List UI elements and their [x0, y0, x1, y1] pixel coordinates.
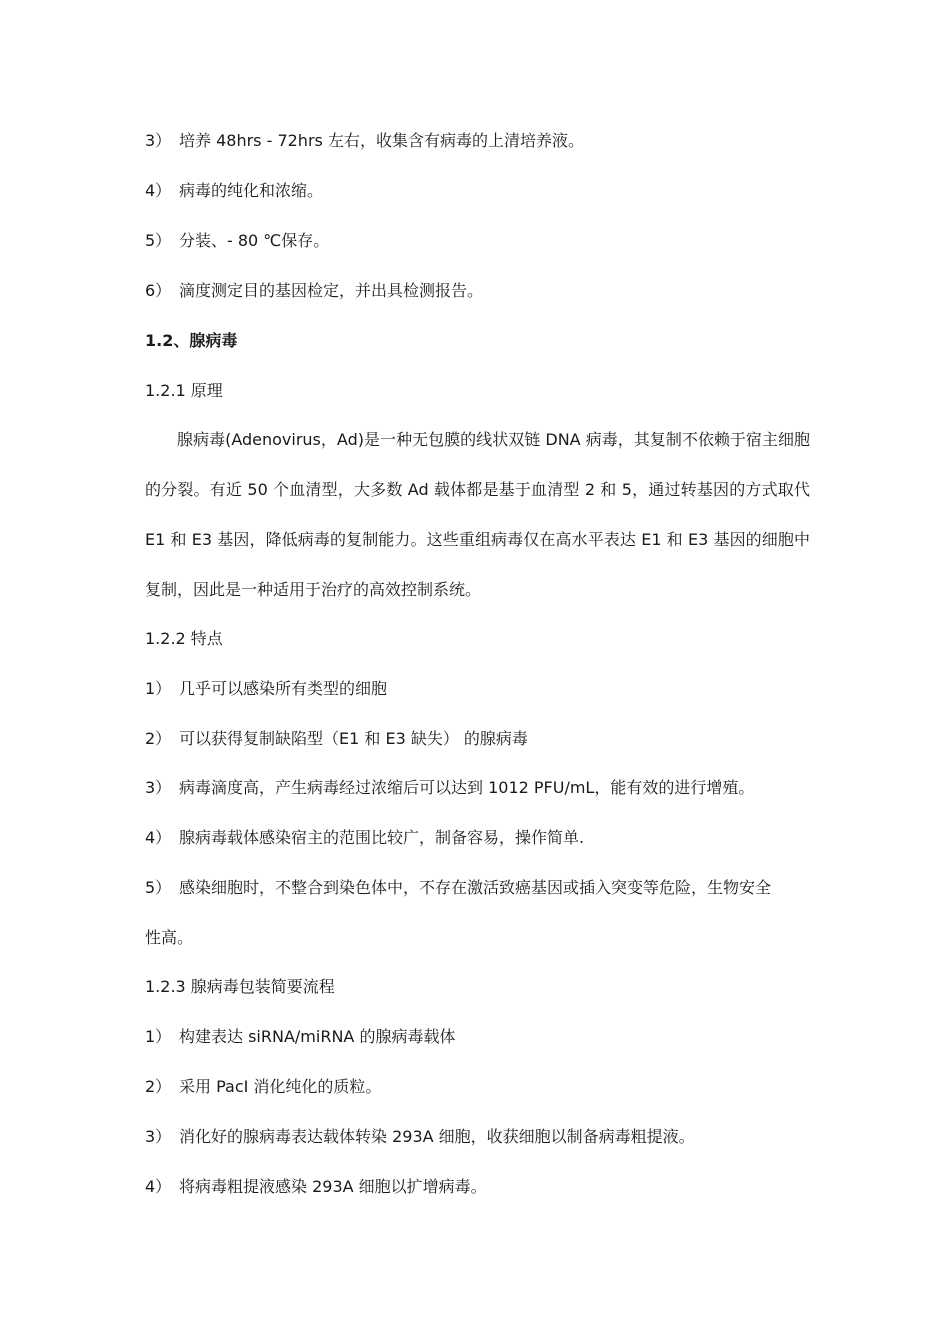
list-number: 4）: [145, 828, 172, 847]
list-text: 可以获得复制缺陷型（E1 和 E3 缺失） 的腺病毒: [179, 729, 528, 748]
list-item: [145, 230, 329, 252]
subsection-heading-workflow: 1.2.3 腺病毒包装简要流程: [145, 977, 335, 996]
list-text: 感染细胞时，不整合到染色体中，不存在激活致癌基因或插入突变等危险，生物安全: [179, 878, 772, 897]
list-item: [145, 280, 483, 302]
list-text: 将病毒粗提液感染 293A 细胞以扩增病毒。: [179, 1177, 487, 1196]
list-item: [145, 877, 771, 899]
list-number: 5）: [145, 231, 172, 250]
subsection-heading-principle: 1.2.1 原理: [145, 381, 223, 400]
list-number: 1）: [145, 1027, 172, 1046]
list-text: 分装、- 80 ℃保存。: [179, 231, 330, 250]
list-text: 采用 PacI 消化纯化的质粒。: [179, 1077, 382, 1096]
list-number: 3）: [145, 778, 172, 797]
list-number: 1）: [145, 679, 172, 698]
list-number: 5）: [145, 878, 172, 897]
list-item: [145, 1176, 487, 1198]
subsection-heading-features: 1.2.2 特点: [145, 629, 223, 648]
principle-paragraph: [145, 415, 810, 615]
list-number: 3）: [145, 1127, 172, 1146]
list-number: 3）: [145, 131, 172, 150]
list-text: 病毒滴度高，产生病毒经过浓缩后可以达到 1012 PFU/mL，能有效的进行增殖。: [179, 778, 755, 797]
list-text: 滴度测定目的基因检定，并出具检测报告。: [179, 281, 484, 300]
list-text: 构建表达 siRNA/miRNA 的腺病毒载体: [179, 1027, 456, 1046]
list-item: [145, 777, 754, 799]
list-item: [145, 130, 584, 152]
list-item: [145, 1026, 455, 1048]
list-item: [145, 1076, 381, 1098]
list-item-continuation: 性高。: [145, 928, 194, 947]
section-heading: 1.2、腺病毒: [145, 331, 238, 350]
list-number: 6）: [145, 281, 172, 300]
principle-text: 腺病毒(Adenovirus，Ad)是一种无包膜的线状双链 DNA 病毒，其复制不依赖于宿主细胞的分裂。有近 50 个血清型，大多数 Ad 载体都是基于血清型 2 和 5，通过转基因的方式取代 E1 和 E3 基因，降低病毒的复制能力。这些重组病毒仅在高水平表达 E1 和 E3 基因的细胞中复制，因此是一种适用于治疗的高效控制系统。: [145, 430, 810, 599]
list-item: [145, 180, 323, 202]
list-number: 4）: [145, 181, 172, 200]
list-text: 几乎可以感染所有类型的细胞: [179, 679, 388, 698]
list-text: 消化好的腺病毒表达载体转染 293A 细胞，收获细胞以制备病毒粗提液。: [179, 1127, 695, 1146]
list-number: 2）: [145, 1077, 172, 1096]
list-item: [145, 1126, 695, 1148]
list-text: 病毒的纯化和浓缩。: [179, 181, 324, 200]
list-text: 腺病毒载体感染宿主的范围比较广，制备容易，操作简单.: [179, 828, 585, 847]
list-number: 2）: [145, 729, 172, 748]
list-item: [145, 827, 584, 849]
list-number: 4）: [145, 1177, 172, 1196]
list-text: 培养 48hrs - 72hrs 左右，收集含有病毒的上清培养液。: [179, 131, 584, 150]
list-item: [145, 728, 528, 750]
list-item: [145, 678, 387, 700]
